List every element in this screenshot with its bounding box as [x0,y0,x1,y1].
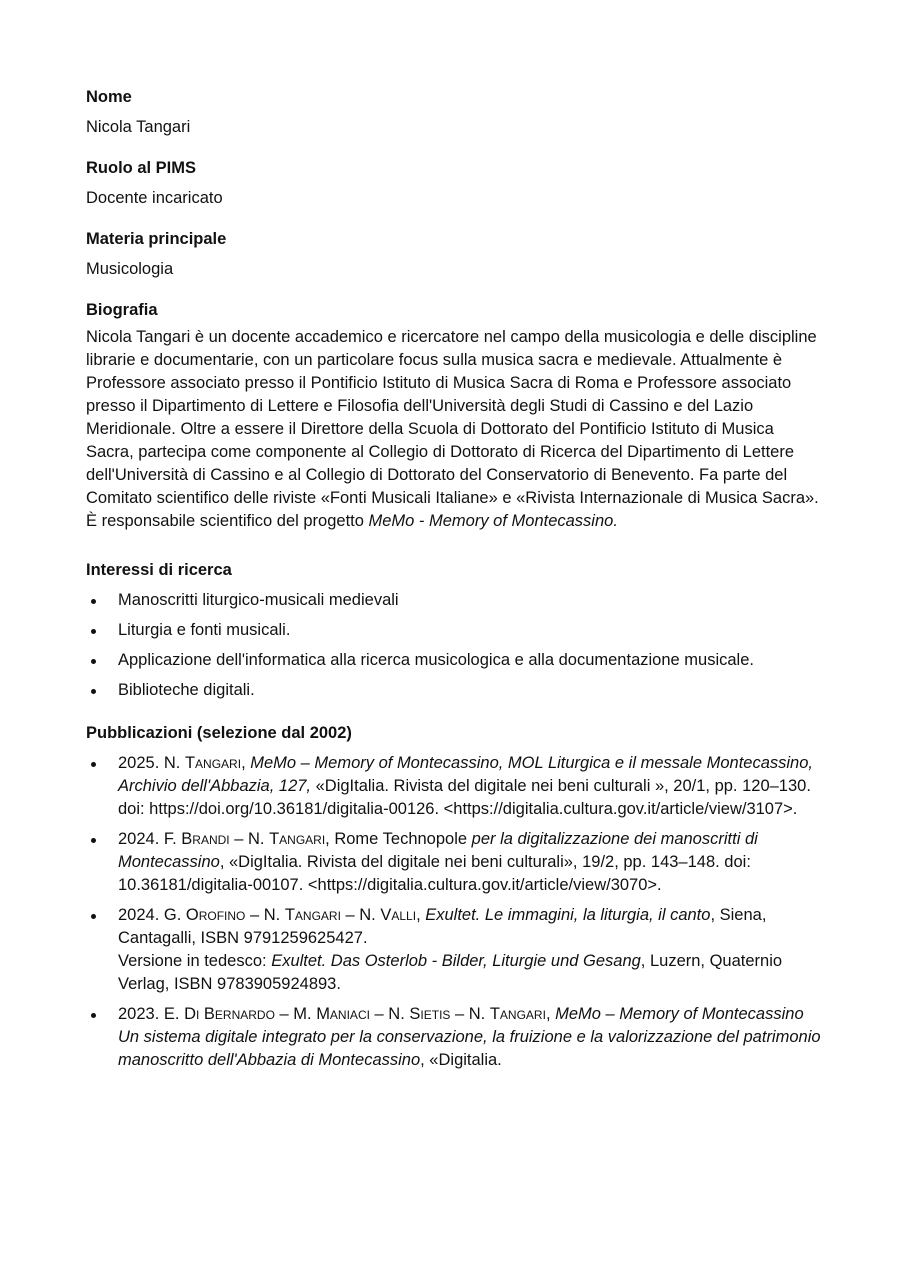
pub-sep: – N. [229,830,270,848]
section-pubblicazioni [86,722,826,1072]
pub-author: Tangari [269,830,326,848]
list-item: Biblioteche digitali. [86,679,826,702]
pubblicazioni-list [86,752,826,1072]
pub-title: per la digitalizzazione dei manoscritti di Montecassino [118,830,758,871]
pub-sep: , [545,1005,556,1023]
pub-sep: – N. [245,906,285,924]
section-ruolo [86,157,826,210]
publication-item [86,828,826,897]
publication-item [86,904,826,996]
ruolo-value: Docente incaricato [86,189,223,207]
pub-rest: , Siena, Cantagalli, ISBN 9791259625427. [118,906,767,947]
pub-title: MeMo – Memory of Montecassino Un sistema digitale integrato per la conservazione, la fruizione e la valorizzazione del patrimonio manoscritto dell'Abbazia di Montecassino [118,1005,821,1069]
pub-sep: , [241,754,251,772]
publication-item [86,752,826,821]
pub-translation-lead: Versione in tedesco: [118,952,272,970]
biografia-text [86,326,826,533]
section-materia [86,228,826,281]
pubblicazioni-heading: Pubblicazioni (selezione dal 2002) [86,724,352,742]
pub-sep: – M. [274,1005,317,1023]
biografia-heading: Biografia [86,301,158,319]
pub-lead: 2024. F. [118,830,182,848]
list-item: Applicazione dell'informatica alla ricerca musicologica e alla documentazione musicale. [86,649,826,672]
pub-lead: 2025. N. [118,754,185,772]
pub-sep: – N. [369,1005,410,1023]
list-item: Manoscritti liturgico-musicali medievali [86,589,826,612]
section-nome [86,86,826,139]
pub-translation-title: Exultet. Das Osterlob - Bilder, Liturgie und Gesang [271,952,641,970]
pub-title: Exultet. Le immagini, la liturgia, il canto [425,906,711,924]
list-item: Liturgia e fonti musicali. [86,619,826,642]
pub-lead: 2023. E. [118,1005,185,1023]
pub-rest: , «DigItalia. Rivista del digitale nei beni culturali», 19/2, pp. 143–148. doi: 10.36181/digitalia-00107. <https://digitalia.cultura.gov.it/article/view/3070>. [118,853,751,894]
section-biografia [86,299,826,533]
pub-author: Orofino [185,906,246,924]
pub-author: Sietis [409,1005,451,1023]
pub-title-plain: , Rome Technopole [325,830,472,848]
pub-sep: – N. [340,906,381,924]
profile-content [86,86,826,1090]
pub-author: Valli [380,906,417,924]
pub-lead: 2024. G. [118,906,186,924]
pub-author: Maniaci [316,1005,370,1023]
pub-author: Di Bernardo [184,1005,275,1023]
interessi-list [86,589,826,702]
nome-heading: Nome [86,88,132,106]
section-interessi [86,559,826,702]
pub-rest: , «Digitalia. [420,1051,502,1069]
materia-heading: Materia principale [86,230,227,248]
biografia-body: Nicola Tangari è un docente accademico e ricercatore nel campo della musicologia e delle discipline librarie e documentarie, con un particolare focus sulla musica sacra e medievale. Attualmente è Professore associato presso il Pontificio Istituto di Musica Sacra di Roma e Professore associato presso il Dipartimento di Lettere e Filosofia dell'Università degli Studi di Cassino e del Lazio Meridionale. Oltre a essere il Direttore della Scuola di Dottorato del Pontificio Istituto di Musica Sacra, partecipa come componente al Collegio di Dottorato di Ricerca del Dipartimento di Lettere dell'Università di Cassino e al Collegio di Dottorato del Conservatorio di Benevento. Fa parte del Comitato scientifico delle riviste «Fonti Musicali Italiane» e «Rivista Internazionale di Musica Sacra». È responsabile scientifico del progetto [86,328,819,530]
pub-author: Tangari [184,754,242,772]
pub-sep: , [416,906,426,924]
biografia-project: MeMo - Memory of Montecassino. [368,512,618,530]
ruolo-heading: Ruolo al PIMS [86,159,197,177]
publication-item [86,1003,826,1072]
pub-author: Tangari [284,906,341,924]
nome-value: Nicola Tangari [86,118,191,136]
pub-translation-rest: , Luzern, Quaternio Verlag, ISBN 9783905924893. [118,952,783,993]
interessi-heading: Interessi di ricerca [86,561,232,579]
pub-author: Brandi [181,830,230,848]
pub-sep: – N. [450,1005,490,1023]
pub-author: Tangari [489,1005,546,1023]
pub-title: MeMo – Memory of Montecassino, MOL Liturgica e il messale Montecassino, Archivio dell'Abbazia, 127, [118,754,813,795]
materia-value: Musicologia [86,260,174,278]
pub-rest: «DigItalia. Rivista del digitale nei beni culturali », 20/1, pp. 120–130. doi: https://doi.org/10.36181/digitalia-00126. <https://digitalia.cultura.gov.it/article/view/3107>. [118,777,811,818]
